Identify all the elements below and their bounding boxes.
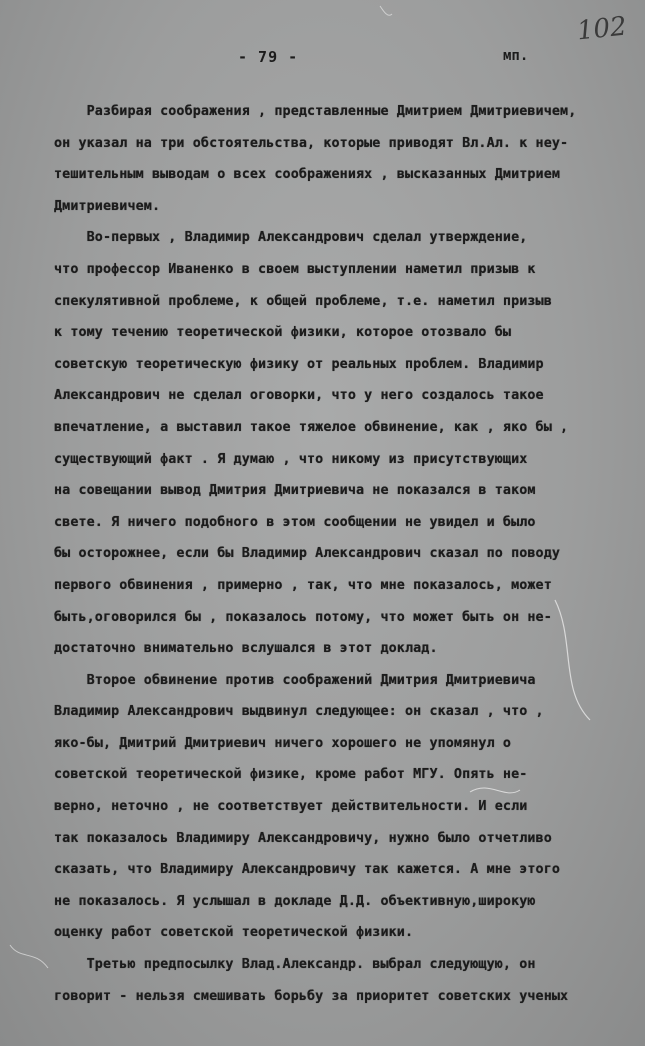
text-line: тешительным выводам о всех соображениях , высказанных Дмитрием — [54, 167, 561, 183]
text-line: не показалось. Я услышал в докладе Д.Д. объективную,широкую — [54, 893, 536, 909]
typist-marker: мп. — [503, 48, 529, 64]
text-line: достаточно внимательно вслушался в этот доклад. — [54, 641, 438, 657]
text-line: Во-первых , Владимир Александрович сделал утверждение, — [54, 230, 528, 246]
text-line: оценку работ советской теоретической физики. — [54, 925, 414, 941]
text-line: так показалось Владимиру Александровичу, нужно было отчетливо — [54, 830, 552, 846]
text-line: к тому течению теоретической физики, которое отозвало бы — [54, 325, 512, 341]
text-line: Второе обвинение против соображений Дмитрия Дмитриевича — [54, 672, 536, 688]
text-line: что профессор Иваненко в своем выступлении наметил призыв к — [54, 261, 536, 277]
text-line: яко-бы, Дмитрий Дмитриевич ничего хорошего не упомянул о — [54, 735, 512, 751]
text-line: Третью предпосылку Влад.Александр. выбрал следующую, он — [54, 957, 536, 973]
text-line: на совещании вывод Дмитрия Дмитриевича не показался в таком — [54, 483, 536, 499]
text-line: советской теоретической физике, кроме работ МГУ. Опять не- — [54, 767, 528, 783]
text-line: Разбирая соображения , представленные Дмитрием Дмитриевичем, — [54, 104, 577, 119]
text-line: первого обвинения , примерно , так, что мне показалось, может — [54, 577, 552, 593]
text-line: говорит - нельзя смешивать борьбу за приоритет советских ученых — [54, 988, 569, 1004]
text-line: впечатление, а выставил такое тяжелое обвинение, как , яко бы , — [54, 419, 569, 435]
text-line: сказать, что Владимиру Александровичу так кажется. А мне этого — [54, 862, 561, 878]
text-line: Дмитриевичем. — [54, 198, 161, 214]
text-line: быть,оговорился бы , показалось потому, что может быть он не- — [54, 609, 552, 625]
page-number: - 79 - — [238, 48, 299, 66]
text-line: существующий факт . Я думаю , что никому из присутствующих — [54, 451, 528, 467]
text-line: спекулятивной проблеме, к общей проблеме, т.е. наметил призыв — [54, 293, 552, 309]
text-line: он указал на три обстоятельства, которые приводят Вл.Ал. к неу- — [54, 135, 569, 151]
text-line: Владимир Александрович выдвинул следующее: он сказал , что , — [54, 704, 544, 720]
body-text — [54, 96, 632, 1012]
text-line: свете. Я ничего подобного в этом сообщении не увидел и было — [54, 514, 536, 530]
text-line: Александрович не сделал оговорки, что у него создалось такое — [54, 388, 544, 404]
text-line: бы осторожнее, если бы Владимир Александрович сказал по поводу — [54, 546, 561, 562]
text-line: верно, неточно , не соответствует действительности. И если — [54, 799, 528, 815]
handwritten-page-number: 102 — [575, 11, 629, 47]
text-line: советскую теоретическую физику от реальных проблем. Владимир — [54, 356, 544, 372]
